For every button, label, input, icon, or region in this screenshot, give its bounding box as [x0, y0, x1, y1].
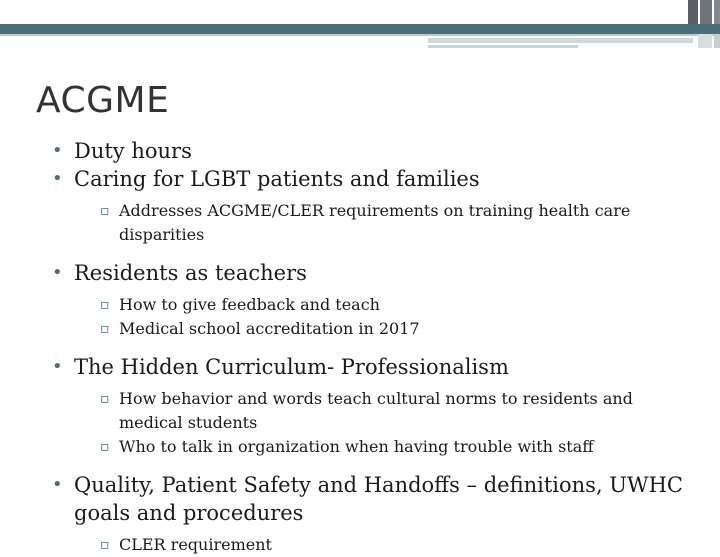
bullet-item: • Residents as teachers: [52, 259, 692, 287]
sub-bullet-item: ▫ How to give feedback and teach: [52, 293, 692, 317]
header-band-top: [0, 0, 720, 24]
header-accent-bar-short: [428, 45, 578, 48]
corner-decoration: [686, 0, 720, 48]
sub-bullet-item: ▫ How behavior and words teach cultural norms to residents and medical students: [52, 387, 692, 435]
header-band-teal: [0, 24, 720, 34]
bullet-item: • Duty hours: [52, 137, 692, 165]
sub-bullet-item: ▫ CLER requirement: [52, 533, 692, 557]
bullet-item: • The Hidden Curriculum- Professionalism: [52, 353, 692, 381]
sub-bullet-item: ▫ Addresses ACGME/CLER requirements on training health care disparities: [52, 199, 692, 247]
sub-bullet-item: ▫ Who to talk in organization when having trouble with staff: [52, 435, 692, 459]
sub-bullet-item: ▫ Medical school accreditation in 2017: [52, 317, 692, 341]
slide-title: ACGME: [36, 80, 170, 121]
bullet-item: • Caring for LGBT patients and families: [52, 165, 692, 193]
header-accent-bar: [428, 38, 693, 43]
bullet-item: • Quality, Patient Safety and Handoffs – definitions, UWHC goals and procedures: [52, 471, 692, 527]
bullet-list: [52, 137, 692, 557]
header-band-thin: [0, 34, 720, 36]
